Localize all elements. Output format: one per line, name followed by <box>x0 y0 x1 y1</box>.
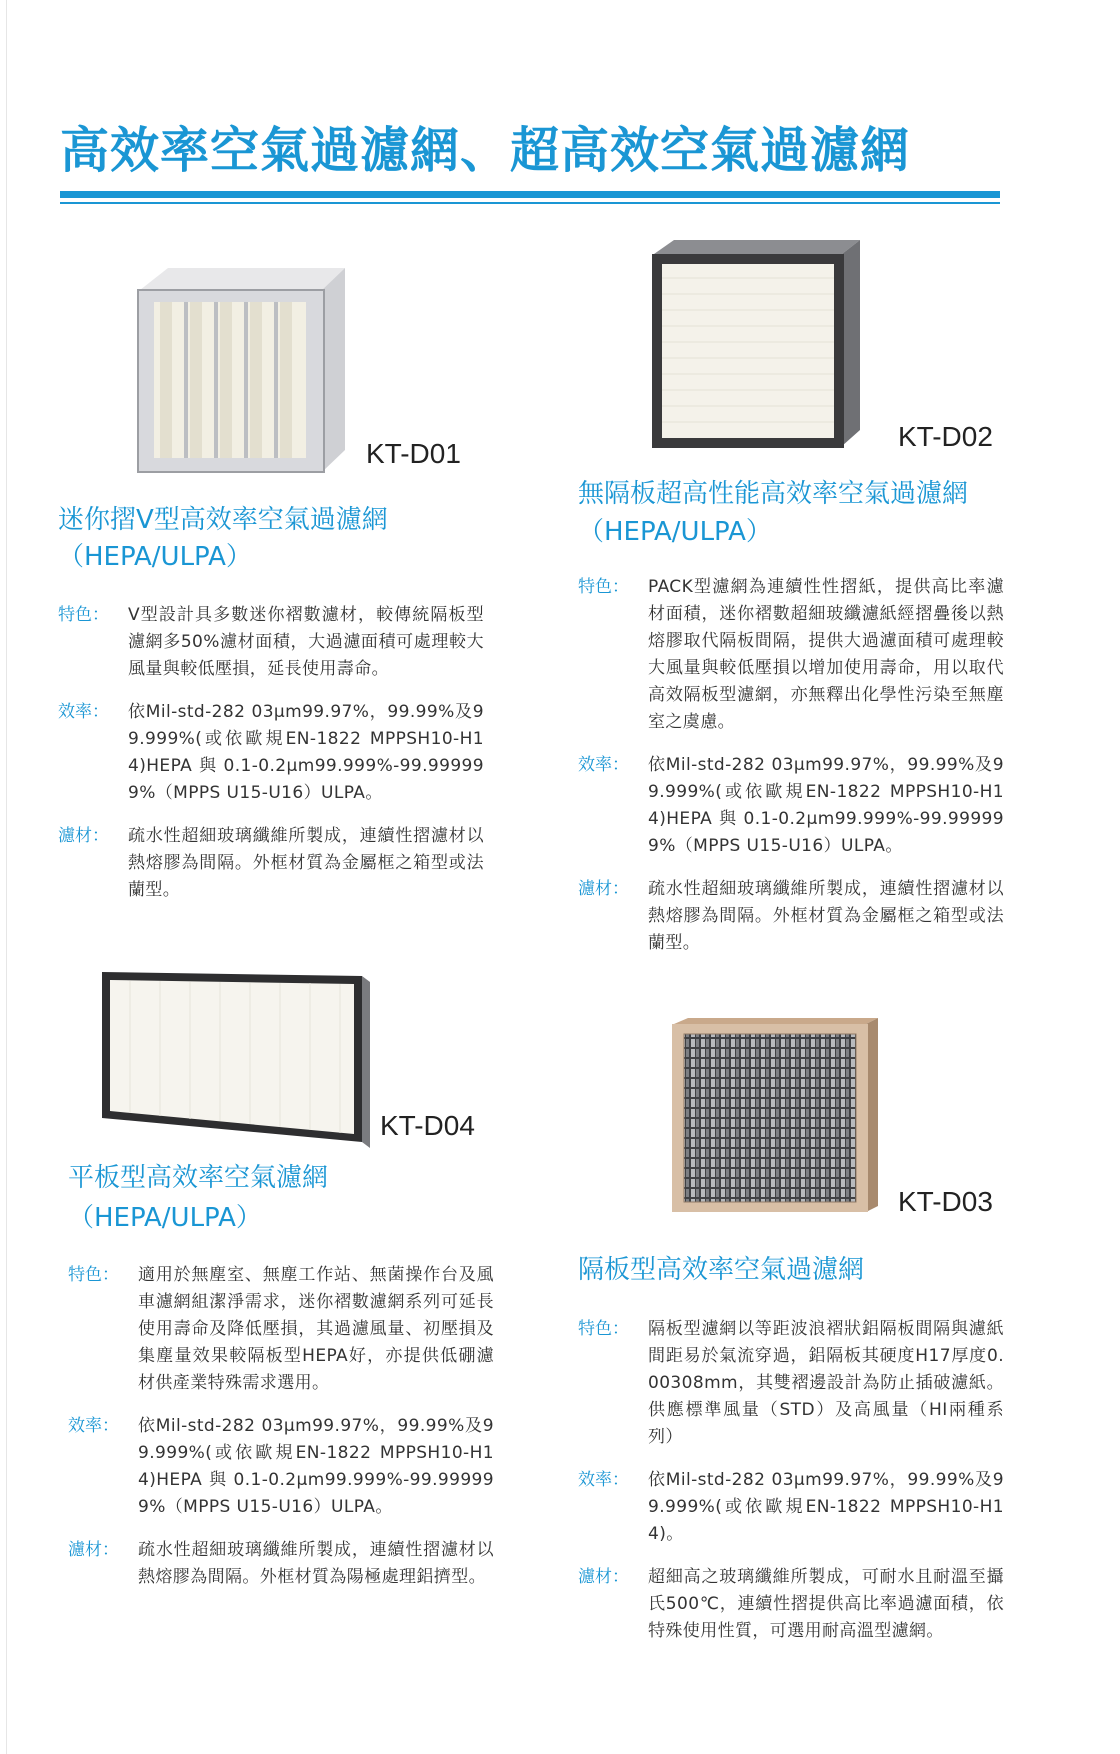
kt-d03-model-label: KT-D03 <box>898 1186 993 1217</box>
kt-d01-subtitle: （HEPA/ULPA） <box>58 542 252 572</box>
spec-row-efficiency <box>578 752 1004 860</box>
spec-row-efficiency <box>58 699 484 807</box>
spec-text: 疏水性超細玻璃纖維所製成，連續性摺濾材以熱熔膠為間隔。外框材質為金屬框之箱型或法蘭型。 <box>128 826 484 900</box>
kt-d01-title: 迷你摺V型高效率空氣過濾網 <box>58 505 388 535</box>
spec-label: 特色： <box>68 1265 119 1285</box>
kt-d01-model-label: KT-D01 <box>366 438 461 469</box>
kt-d03-filter-image <box>670 1018 880 1214</box>
kt-d02-filter-image <box>650 238 865 450</box>
page-title: 高效率空氣過濾網、超高效空氣過濾網 <box>60 122 911 179</box>
spec-label: 效率： <box>578 1470 629 1490</box>
spec-label: 濾材： <box>578 879 629 899</box>
spec-text: 隔板型濾網以等距波浪褶狀鋁隔板間隔與濾紙間距易於氣流穿過，鋁隔板其硬度H17厚度0.00308mm，其雙褶邊設計為防止插破濾紙。供應標準風量（STD）及高風量（HI兩種系列） <box>648 1319 1004 1447</box>
spec-row-feature <box>578 574 1004 736</box>
kt-d02-spec-list <box>578 574 1004 973</box>
spec-label: 效率： <box>58 702 109 722</box>
kt-d04-model-label: KT-D04 <box>380 1110 475 1141</box>
spec-text: 依Mil-std-282 03μm99.97%，99.99%及99.999%(或依歐規EN-1822 MPPSH10-H14)HEPA與0.1-0.2μm99.999%-99.999999%（MPPS U15-U16）ULPA。 <box>128 702 484 803</box>
kt-d04-title: 平板型高效率空氣濾網 <box>68 1163 329 1193</box>
spec-text: V型設計具多數迷你褶數濾材，較傳統隔板型濾網多50%濾材面積，大過濾面積可處理較大風量與較低壓損，延長使用壽命。 <box>128 605 484 679</box>
spec-text: 疏水性超細玻璃纖維所製成，連續性摺濾材以熱熔膠為間隔。外框材質為陽極處理鋁擠型。 <box>138 1540 494 1587</box>
kt-d01-filter-image <box>130 262 355 474</box>
spec-text: PACK型濾網為連續性性摺紙，提供高比率濾材面積，迷你褶數超細玻纖濾紙經摺疊後以熱熔膠取代隔板間隔，提供大過濾面積可處理較大風量與較低壓損以增加使用壽命，用以取代高效隔板型濾網，亦無釋出化學性污染至無塵室之虞慮。 <box>648 577 1004 732</box>
spec-label: 效率： <box>578 755 629 775</box>
kt-d02-model-label: KT-D02 <box>898 421 993 452</box>
spec-label: 濾材： <box>58 826 109 846</box>
kt-d04-subtitle: （HEPA/ULPA） <box>68 1203 262 1233</box>
title-rule <box>60 191 1000 198</box>
kt-d04-filter-image <box>100 970 370 1150</box>
spec-row-efficiency <box>68 1413 494 1521</box>
title-rule-thin <box>60 202 1000 204</box>
spec-label: 濾材： <box>68 1540 119 1560</box>
kt-d03-spec-list <box>578 1316 1004 1661</box>
spec-label: 特色： <box>578 1319 629 1339</box>
spec-text: 依Mil-std-282 03μm99.97%，99.99%及99.999%(或依歐規EN-1822 MPPSH10-H14)HEPA與0.1-0.2μm99.999%-99.999999%（MPPS U15-U16）ULPA。 <box>138 1416 494 1517</box>
page-border <box>6 0 7 1754</box>
kt-d04-spec-list <box>68 1262 494 1607</box>
spec-text: 依Mil-std-282 03μm99.97%，99.99%及99.999%(或依歐規EN-1822 MPPSH10-H14)。 <box>648 1470 1004 1544</box>
spec-row-feature <box>578 1316 1004 1451</box>
spec-label: 效率： <box>68 1416 119 1436</box>
kt-d02-subtitle: （HEPA/ULPA） <box>578 517 772 547</box>
spec-label: 濾材： <box>578 1567 629 1587</box>
spec-text: 疏水性超細玻璃纖維所製成，連續性摺濾材以熱熔膠為間隔。外框材質為金屬框之箱型或法蘭型。 <box>648 879 1004 953</box>
spec-label: 特色： <box>58 605 109 625</box>
spec-label: 特色： <box>578 577 629 597</box>
spec-row-efficiency <box>578 1467 1004 1548</box>
spec-row-feature <box>68 1262 494 1397</box>
kt-d02-title: 無隔板超高性能高效率空氣過濾網 <box>578 479 969 509</box>
spec-row-media <box>578 876 1004 957</box>
spec-text: 依Mil-std-282 03μm99.97%，99.99%及99.999%(或依歐規EN-1822 MPPSH10-H14)HEPA與0.1-0.2μm99.999%-99.999999%（MPPS U15-U16）ULPA。 <box>648 755 1004 856</box>
spec-text: 超細高之玻璃纖維所製成，可耐水且耐溫至攝氏500℃，連續性摺提供高比率過濾面積，依特殊使用性質，可選用耐高溫型濾網。 <box>648 1567 1004 1641</box>
spec-row-feature <box>58 602 484 683</box>
kt-d01-spec-list <box>58 602 484 920</box>
spec-row-media <box>68 1537 494 1591</box>
spec-row-media <box>578 1564 1004 1645</box>
spec-text: 適用於無塵室、無塵工作站、無菌操作台及風車濾網組潔淨需求，迷你褶數濾網系列可延長使用壽命及降低壓損，其過濾風量、初壓損及集塵量效果較隔板型HEPA好，亦提供低硼濾材供產業特殊需求選用。 <box>138 1265 494 1393</box>
kt-d03-title: 隔板型高效率空氣過濾網 <box>578 1255 865 1285</box>
spec-row-media <box>58 823 484 904</box>
